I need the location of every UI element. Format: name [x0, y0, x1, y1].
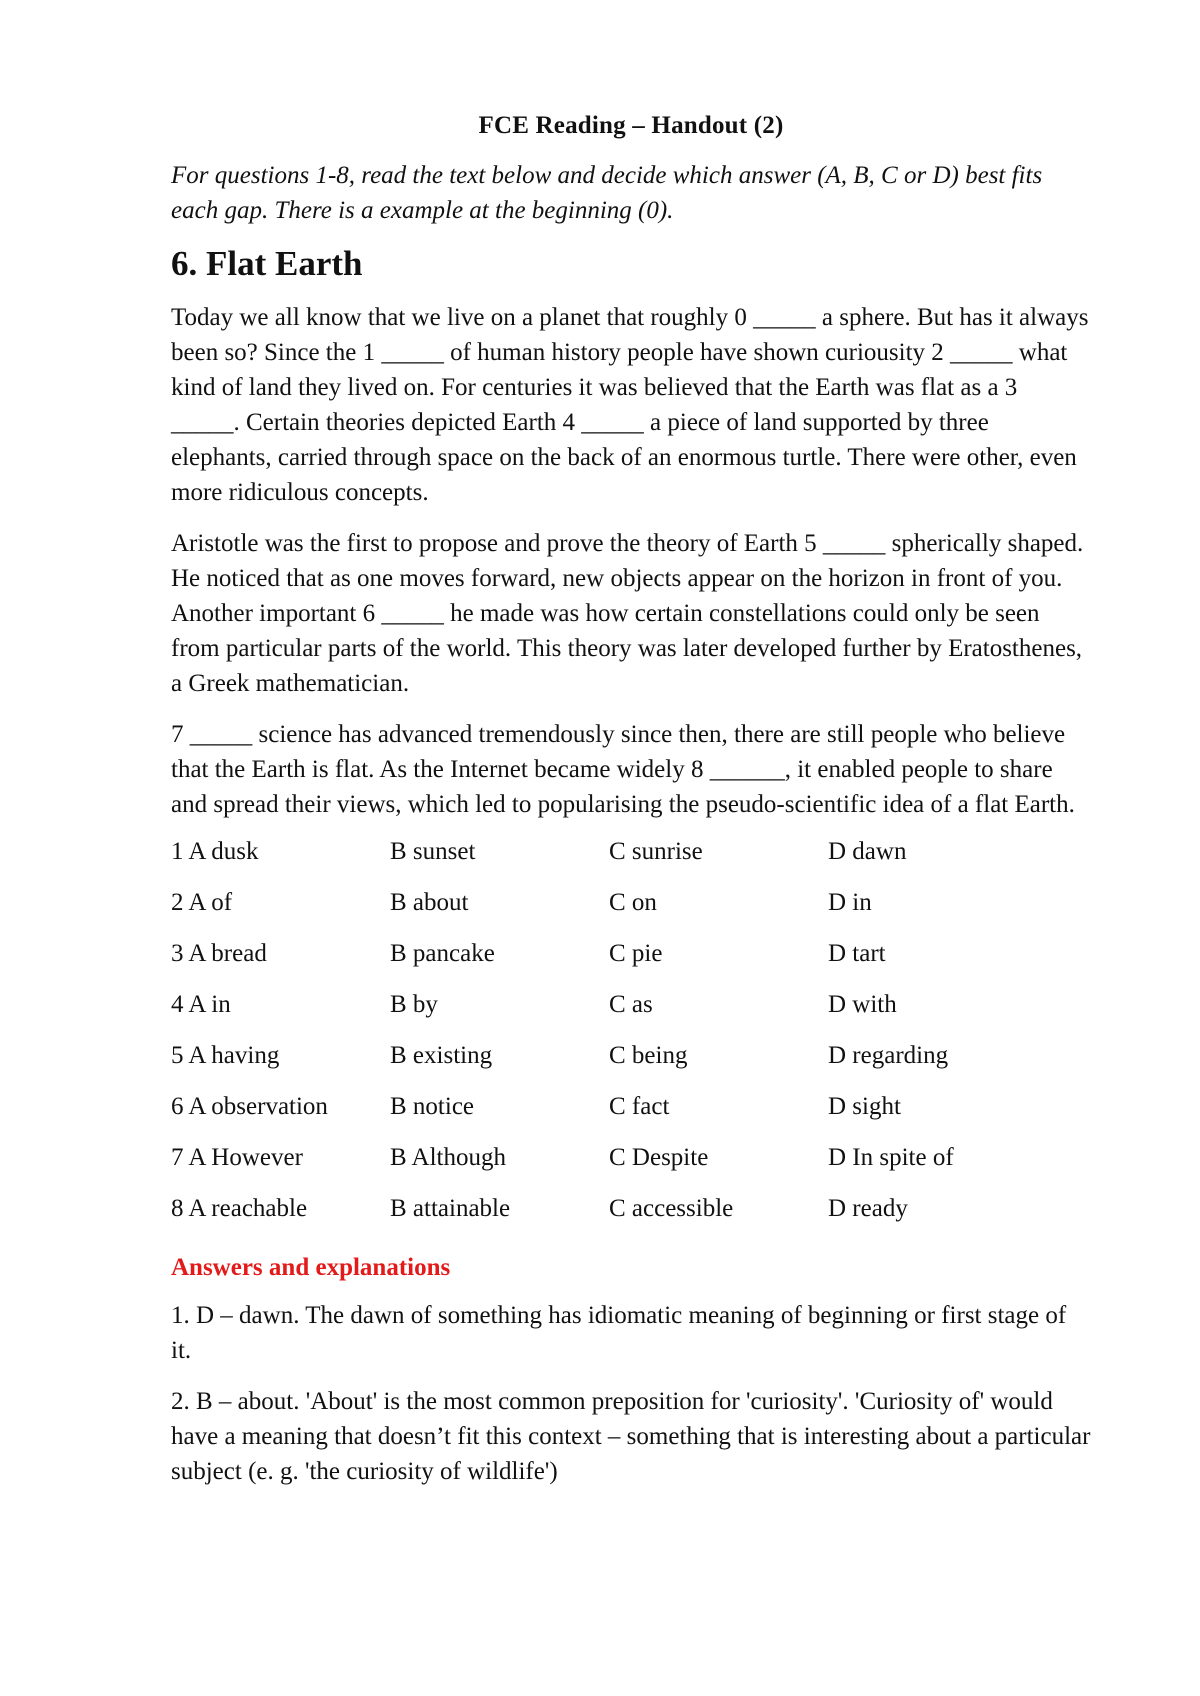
options-row-4 [171, 991, 1091, 1042]
option-4c: C as [609, 991, 653, 1018]
option-3a: 3 A bread [171, 940, 267, 967]
options-row-8 [171, 1195, 1091, 1246]
option-5b: B existing [390, 1042, 493, 1069]
handout-title: FCE Reading – Handout (2) [478, 112, 784, 139]
option-6d: D sight [828, 1093, 901, 1120]
options-row-3 [171, 940, 1091, 991]
option-1d: D dawn [828, 838, 907, 865]
task-instructions: For questions 1-8, read the text below and decide which answer (A, B, C or D) best fits each gap. There is a example at the beginning (0). [171, 162, 1043, 224]
option-2b: B about [390, 889, 469, 916]
option-1a: 1 A dusk [171, 838, 259, 865]
option-5d: D regarding [828, 1042, 949, 1069]
option-4b: B by [390, 991, 438, 1018]
option-3c: C pie [609, 940, 663, 967]
option-1b: B sunset [390, 838, 476, 865]
answer-explanation-2: 2. B – about. 'About' is the most common preposition for 'curiosity'. 'Curiosity of' would have a meaning that doesn’t fit this context – something that is interesting about a particular subject (e. g. 'the curiosity of wildlife') [171, 1388, 1091, 1485]
option-5a: 5 A having [171, 1042, 280, 1069]
option-4d: D with [828, 991, 897, 1018]
option-7a: 7 A However [171, 1144, 303, 1171]
option-8d: D ready [828, 1195, 908, 1222]
text-paragraph-3: 7 _____ science has advanced tremendously since then, there are still people who believe that the Earth is flat. As the Internet became widely 8 ______, it enabled people to share and spread their views, which led to popularising the pseudo-scientific idea of a flat Earth. [171, 721, 1075, 818]
option-8b: B attainable [390, 1195, 511, 1222]
option-2d: D in [828, 889, 872, 916]
answers-heading: Answers and explanations [171, 1254, 451, 1281]
options-row-1 [171, 838, 1091, 889]
option-6c: C fact [609, 1093, 670, 1120]
text-heading: 6. Flat Earth [171, 244, 363, 283]
option-2c: C on [609, 889, 657, 916]
answer-explanation-1: 1. D – dawn. The dawn of something has idiomatic meaning of beginning or first stage of it. [171, 1302, 1067, 1364]
options-row-7 [171, 1144, 1091, 1195]
option-8c: C accessible [609, 1195, 734, 1222]
options-row-2 [171, 889, 1091, 940]
options-row-5 [171, 1042, 1091, 1093]
option-3b: B pancake [390, 940, 495, 967]
handout-page [171, 112, 1091, 1505]
option-2a: 2 A of [171, 889, 233, 916]
option-7c: C Despite [609, 1144, 709, 1171]
option-8a: 8 A reachable [171, 1195, 308, 1222]
option-4a: 4 A in [171, 991, 231, 1018]
answer-options-table [171, 838, 1091, 1246]
text-paragraph-1: Today we all know that we live on a planet that roughly 0 _____ a sphere. But has it always been so? Since the 1 _____ of human history people have shown curiousity 2 _____ what kind of land they lived on. For centuries it was believed that the Earth was flat as a 3 _____. Certain theories depicted Earth 4 _____ a piece of land supported by three elephants, carried through space on the back of an enormous turtle. There were other, even more ridiculous concepts. [171, 304, 1089, 506]
option-7b: B Although [390, 1144, 506, 1171]
option-1c: C sunrise [609, 838, 703, 865]
option-7d: D In spite of [828, 1144, 954, 1171]
option-5c: C being [609, 1042, 688, 1069]
option-6b: B notice [390, 1093, 475, 1120]
option-6a: 6 A observation [171, 1093, 328, 1120]
options-row-6 [171, 1093, 1091, 1144]
option-3d: D tart [828, 940, 886, 967]
text-paragraph-2: Aristotle was the first to propose and prove the theory of Earth 5 _____ spherically shaped. He noticed that as one moves forward, new objects appear on the horizon in front of you. Another important 6 _____ he made was how certain constellations could only be seen from particular parts of the world. This theory was later developed further by Eratosthenes, a Greek mathematician. [171, 530, 1084, 697]
